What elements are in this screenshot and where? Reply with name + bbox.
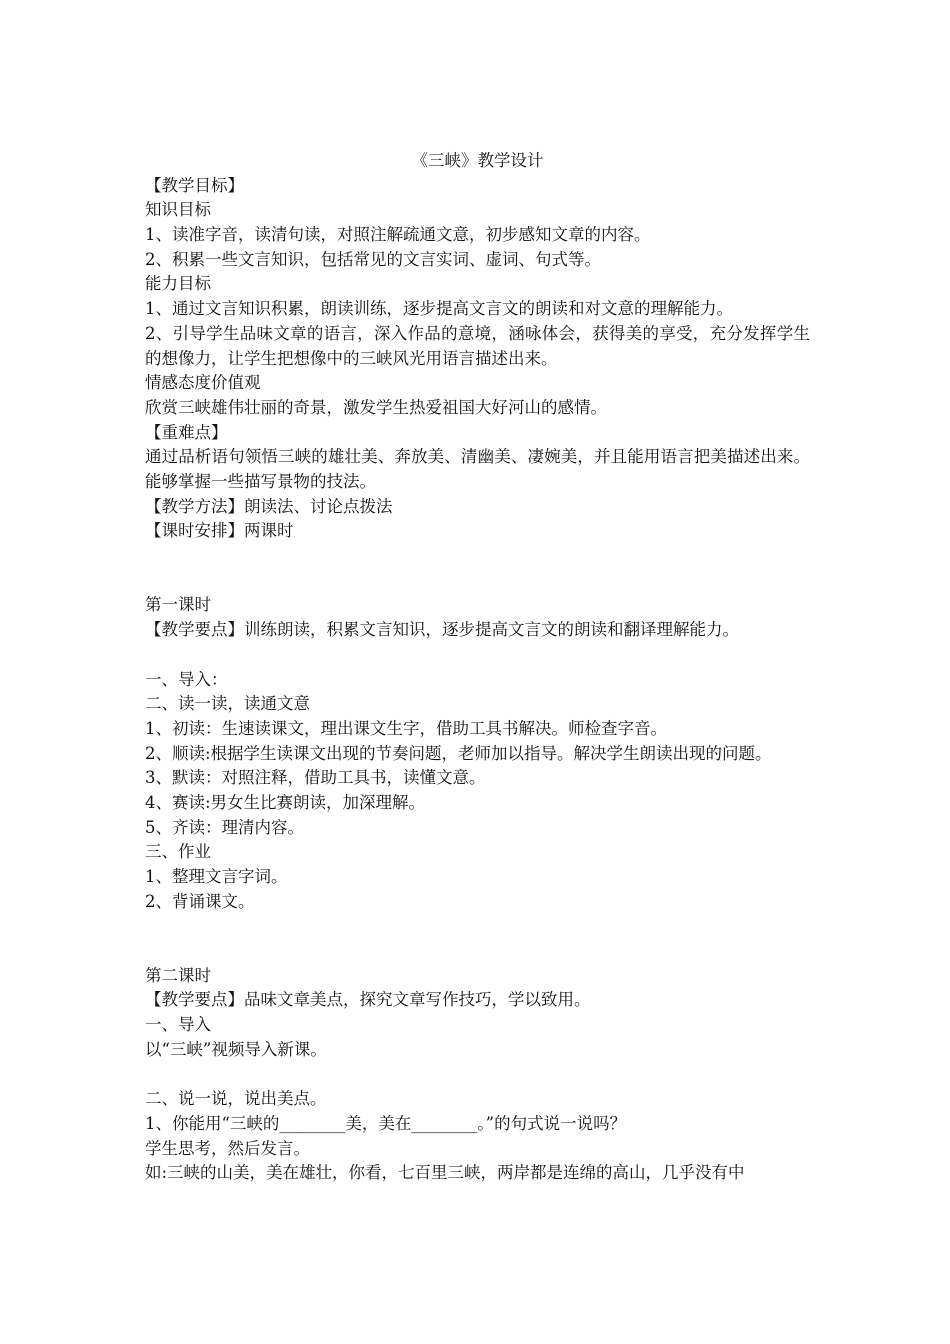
- subheading-ability: 能力目标: [145, 274, 211, 294]
- lesson1-read-5: 5、齐读：理清内容。: [145, 817, 304, 837]
- class-schedule: 【课时安排】两课时: [145, 521, 294, 541]
- lesson1-homework-2: 2、背诵课文。: [145, 891, 255, 911]
- section-heading-key: 【重难点】: [145, 422, 228, 442]
- lesson2-step-2: 二、说一说，说出美点。: [145, 1089, 327, 1109]
- spacer: [145, 569, 810, 594]
- lesson2-question-1: 1、你能用“三峡的________美，美在________。”的句式说一说吗？: [145, 1113, 627, 1133]
- lesson1-step-3: 三、作业: [145, 842, 211, 862]
- lesson1-step-1: 一、导入：: [145, 669, 228, 689]
- ability-item-1: 1、通过文言知识积累，朗读训练，逐步提高文言文的朗读和对文意的理解能力。: [145, 299, 733, 319]
- lesson2-heading: 第二课时: [145, 965, 211, 985]
- ability-item-2: 2、引导学生品味文章的语言，深入作品的意境，涵咏体会，获得美的享受，充分发挥学生的想像力，让学生把想像中的三峡风光用语言描述出来。: [145, 323, 810, 368]
- spacer: [145, 1063, 810, 1088]
- document-page: [145, 149, 810, 1186]
- subheading-knowledge: 知识目标: [145, 200, 211, 220]
- lesson1-read-2: 2、顺读:根据学生读课文出现的节奏问题，老师加以指导。解决学生朗读出现的问题。: [145, 743, 772, 763]
- lesson1-heading: 第一课时: [145, 595, 211, 615]
- document-title: 《三峡》教学设计: [411, 151, 544, 170]
- subheading-emotion: 情感态度价值观: [145, 373, 261, 393]
- lesson2-key-points: 【教学要点】品味文章美点，探究文章写作技巧，学以致用。: [145, 990, 591, 1010]
- spacer: [145, 544, 810, 569]
- spacer: [145, 643, 810, 668]
- lesson1-read-4: 4、赛读:男女生比赛朗读，加深理解。: [145, 792, 426, 812]
- section-heading-goals: 【教学目标】: [145, 175, 244, 195]
- emotion-item-1: 欣赏三峡雄伟壮丽的奇景，激发学生热爱祖国大好河山的感情。: [145, 397, 607, 417]
- spacer: [145, 939, 810, 964]
- knowledge-item-2: 2、积累一些文言知识，包括常见的文言实词、虚词、句式等。: [145, 249, 601, 269]
- lesson1-key-points: 【教学要点】训练朗读，积累文言知识，逐步提高文言文的朗读和翻译理解能力。: [145, 620, 739, 640]
- lesson2-step-1: 一、导入: [145, 1015, 211, 1035]
- lesson2-example: 如:三峡的山美，美在雄壮，你看，七百里三峡，两岸都是连绵的高山，几乎没有中: [145, 1163, 745, 1183]
- knowledge-item-1: 1、读准字音，读清句读，对照注解疏通文意，初步感知文章的内容。: [145, 225, 651, 245]
- lesson2-think: 学生思考，然后发言。: [145, 1138, 310, 1158]
- teaching-method: 【教学方法】朗读法、讨论点拨法: [145, 496, 393, 516]
- lesson1-read-1: 1、初读：生速读课文，理出课文生字，借助工具书解决。师检查字音。: [145, 718, 667, 738]
- spacer: [145, 914, 810, 939]
- lesson2-intro: 以“三峡”视频导入新课。: [145, 1039, 327, 1059]
- lesson1-homework-1: 1、整理文言字词。: [145, 867, 288, 887]
- lesson1-read-3: 3、默读：对照注释，借助工具书，读懂文意。: [145, 768, 486, 788]
- lesson1-step-2: 二、读一读，读通文意: [145, 694, 310, 714]
- key-paragraph: 通过品析语句领悟三峡的雄壮美、奔放美、清幽美、凄婉美，并且能用语言把美描述出来。能够掌握一些描写景物的技法。: [145, 447, 810, 491]
